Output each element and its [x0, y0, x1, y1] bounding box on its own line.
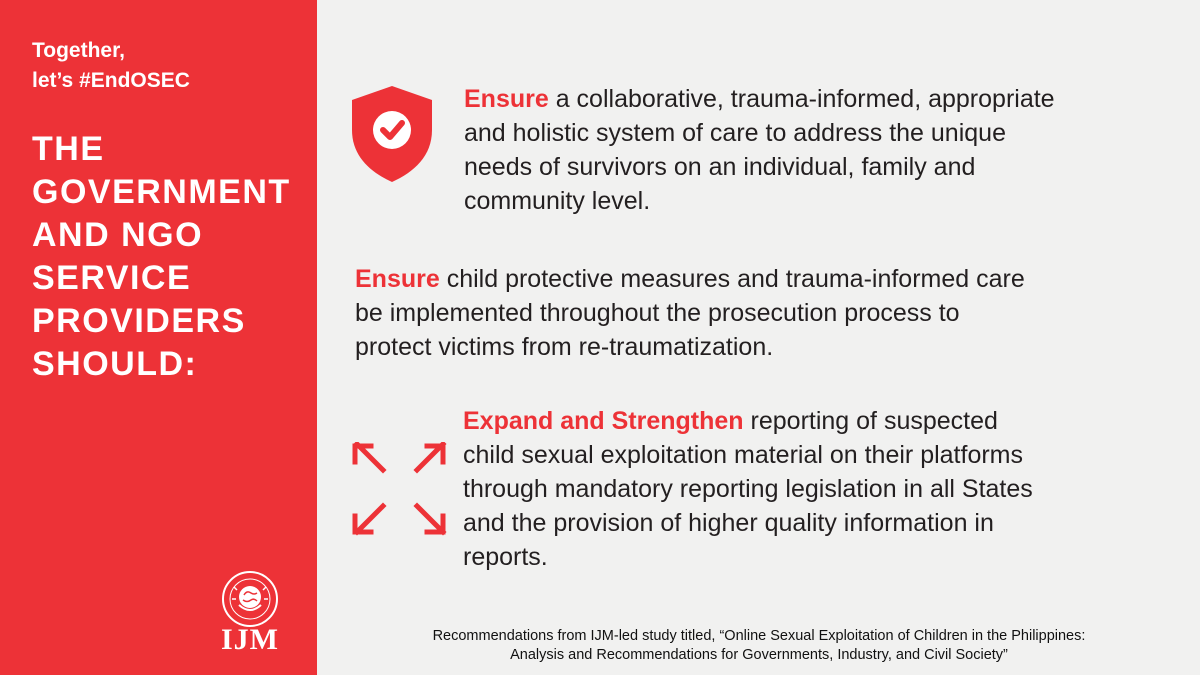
- recommendation-2: [355, 262, 1025, 364]
- recommendation-line: reports.: [463, 543, 548, 571]
- citation-line: Recommendations from IJM-led study titled, “Online Sexual Exploitation of Children in the Philippines:: [432, 628, 1086, 644]
- tagline-line: Together,: [32, 39, 125, 62]
- ijm-logo-text: IJM: [221, 623, 279, 656]
- recommendation-line: be implemented throughout the prosecution process to: [355, 299, 960, 327]
- ijm-seal-icon: [220, 569, 280, 629]
- shield-check-icon: [350, 84, 434, 184]
- recommendation-keyword: Ensure: [464, 85, 549, 113]
- headline-line: GOVERNMENT: [32, 173, 291, 211]
- headline-line: SERVICE: [32, 259, 192, 297]
- headline-line: PROVIDERS: [32, 302, 246, 340]
- recommendation-1: [464, 82, 1055, 218]
- recommendation-line: and the provision of higher quality information in: [463, 509, 994, 537]
- recommendation-line: [463, 404, 1033, 438]
- sidebar-panel: [0, 0, 317, 675]
- recommendation-3: [463, 404, 1033, 574]
- recommendation-text: reporting of suspected: [743, 407, 998, 435]
- tagline: [32, 36, 190, 96]
- recommendation-text: child protective measures and trauma-informed care: [439, 265, 1025, 293]
- recommendation-line: needs of survivors on an individual, family and: [464, 153, 976, 181]
- citation-line: Analysis and Recommendations for Governments, Industry, and Civil Society”: [510, 647, 1008, 663]
- recommendation-line: through mandatory reporting legislation in all States: [463, 475, 1033, 503]
- source-citation: [318, 627, 1200, 665]
- headline-line: SHOULD:: [32, 345, 198, 383]
- recommendation-keyword: Ensure: [355, 265, 440, 293]
- recommendation-line: protect victims from re-traumatization.: [355, 333, 774, 361]
- tagline-line: let’s #EndOSEC: [32, 69, 190, 92]
- recommendation-line: community level.: [464, 187, 651, 215]
- headline-line: THE: [32, 130, 105, 168]
- recommendation-line: and holistic system of care to address the unique: [464, 119, 1006, 147]
- headline: [32, 128, 291, 386]
- recommendation-line: [464, 82, 1055, 116]
- expand-arrows-icon: [349, 442, 449, 542]
- recommendation-line: [355, 262, 1025, 296]
- recommendation-text: a collaborative, trauma-informed, appropriate: [548, 85, 1055, 113]
- recommendation-line: child sexual exploitation material on their platforms: [463, 441, 1023, 469]
- headline-line: AND NGO: [32, 216, 204, 254]
- recommendation-keyword: Expand and Strengthen: [463, 407, 744, 435]
